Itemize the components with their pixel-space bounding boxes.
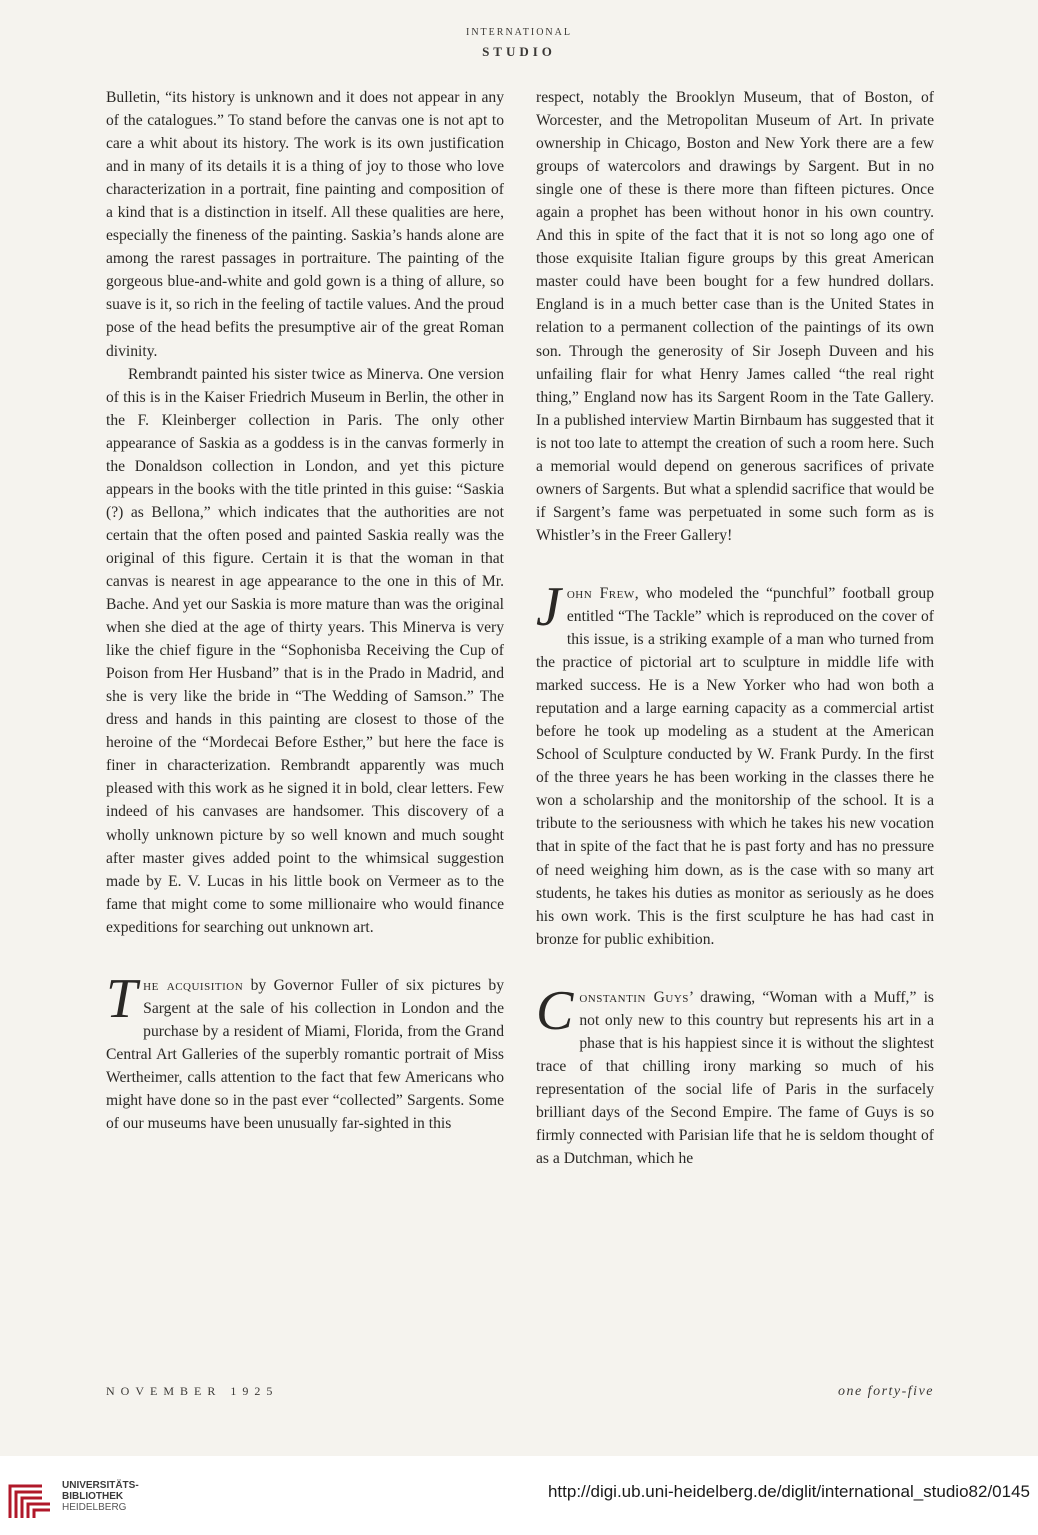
paragraph-text: ’ drawing, “Woman with a Muff,” is not only new to this country but represents his art in a phase that is his happiest since it is without the slightest trace of that chilling irony marking so much of his representation of the social life of Paris in the surfacely brilliant days of the Second Empire. The fame of Guys is so firmly connected with Parisian life that he is seldom thought of as a Dutchman, which he (536, 988, 934, 1168)
library-bar (0, 1456, 1038, 1535)
drop-cap: T (106, 967, 138, 1030)
lead-smallcaps: ohn Frew (566, 584, 635, 602)
left-column (106, 86, 504, 1135)
page-number: one forty-five (837, 1384, 934, 1399)
paragraph-sargent (106, 967, 505, 1135)
right-column (536, 86, 934, 1170)
library-name (62, 1480, 139, 1513)
paragraph-respect: respect, notably the Brooklyn Museum, that of Boston, of Worcester, and the Metropolitan Museum of Art. In private ownership in Chicago, Boston and New York there are a few groups of watercolors and drawings by Sargent. But in no single one of these is there more than fifteen pictures. Once again a prophet has been without honor in his own country. And this in spite of the fact that it is not so long ago one of those exquisite Italian figure groups by this great American master could have been bought for a few hundred dollars. England is in a much better case than is the United States in relation to a permanent collection of the paintings of its own son. Through the generosity of Sir Joseph Duveen and his unfailing flair for what Henry James called “the real right thing,” England now has its Sargent Room in the Tate Gallery. In a published interview Martin Birnbaum has suggested that it is not too late to attempt the creation of such a room here. Such a memorial would depend on generous sacrifices of private owners of Sargents. But what a splendid sacrifice that would be if Sargent’s fame was perpetuated in some such form as is Whistler’s in the Freer Gallery! (536, 89, 934, 544)
drop-cap: J (536, 575, 561, 638)
library-line-1: UNIVERSITÄTS- (62, 1480, 139, 1491)
paragraph-bulletin: Bulletin, “its history is unknown and it does not appear in any of the catalogues.” To stand before the canvas one is not apt to care a whit about its history. The work is its own justification and in many of its details it is a thing of joy to those who love characterization in a portrait, fine painting and composition of a kind that is a distinction in itself. All these qualities are here, especially the fineness of the painting. Saskia’s hands alone are among the rarest passages in portraiture. The painting of the gorgeous blue-and-white and gold gown is a thing of allure, so suave is it, so rich in the feeling of tactile values. And the proud pose of the head befits the presumptive air of the great Roman divinity. (106, 89, 504, 360)
drop-cap: C (536, 979, 574, 1042)
masthead-top: international (466, 24, 572, 39)
issue-date: NOVEMBER 1925 (106, 1384, 279, 1398)
library-line-3: HEIDELBERG (62, 1502, 127, 1513)
masthead (0, 24, 1038, 62)
paragraph-text: by Governor Fuller of six pictures by Sargent at the sale of his collection in London and the purchase by a resident of Miami, Florida, from the Grand Central Art Galleries of the superbly romantic portrait of Miss Wertheimer, calls attention to the fact that few Americans who might have done so in the past ever “collected” Sargents. Some of our museums have been unusually far-sighted in this (106, 976, 505, 1133)
library-logo-icon (6, 1474, 54, 1522)
paragraph-frew (536, 575, 935, 951)
source-url[interactable]: http://digi.ub.uni-heidelberg.de/diglit/international_studio82/0145 (547, 1482, 1030, 1501)
library-line-2: BIBLIOTHEK (62, 1491, 124, 1502)
page-footer (106, 1384, 934, 1404)
paragraph-text: , who modeled the “punchful” football group entitled “The Tackle” which is reproduced on the cover of this issue, is a striking example of a man who turned from the practice of pictorial art to sculpture in middle life with marked success. He is a New Yorker who had won both a reputation and a large earning capacity as a commercial artist before he took up modeling as a student at the American School of Sculpture conducted by W. Frank Purdy. In the first of the three years he has been working in the classes there he won a scholarship and the monitorship of the school. It is a tribute to the seriousness with which he takes his new vocation that in spite of the fact that he is past forty and has no pressure of need weighing him down, as is the case with so many art students, he takes his duties as monitor as seriously as he does his own work. This is the first sculpture he has had cast in bronze for public exhibition. (536, 584, 935, 948)
paragraph-rembrandt: Rembrandt painted his sister twice as Minerva. One version of this is in the Kaiser Friedrich Museum in Berlin, the other in the F. Kleinberger collection in Paris. The only other appearance of Saskia as a goddess is in the canvas formerly in the Donaldson collection in London, and yet this picture appears in the books with the title printed in this guise: “Saskia (?) as Bellona,” which indicates that the authorities are not certain that the often posed and painted Saskia really was the original of this figure. Certain it is that the woman in that canvas is nearest in age appearance to the one in this of Mr. Bache. And yet our Saskia is more mature than was the original when she died at the age of thirty years. This Minerva is very like the chief figure in the “Sophonisba Receiving the Cup of Poison from Her Husband” that is in the Prado in Madrid, and she is very like the bride in “The Wedding of Samson.” The dress and hands in this painting are closest to those of the heroine of the “Mordecai Before Esther,” but here the face is finer in characterization. Rembrandt apparently was much pleased with this work as he signed it in bold, clear letters. Few indeed of his canvases are handsomer. This discovery of a wholly unknown picture by so well known and much sought after master gives added point to the whimsical suggestion made by E. V. Lucas in his little book on Vermeer as to the fame that might come to some millionaire who would finance expeditions for searching out unknown art. (106, 365, 504, 936)
lead-smallcaps: he acquisition (143, 976, 244, 994)
lead-smallcaps: onstantin Guys (579, 988, 689, 1006)
masthead-title: studio (482, 40, 556, 61)
paragraph-guys (536, 979, 934, 1170)
